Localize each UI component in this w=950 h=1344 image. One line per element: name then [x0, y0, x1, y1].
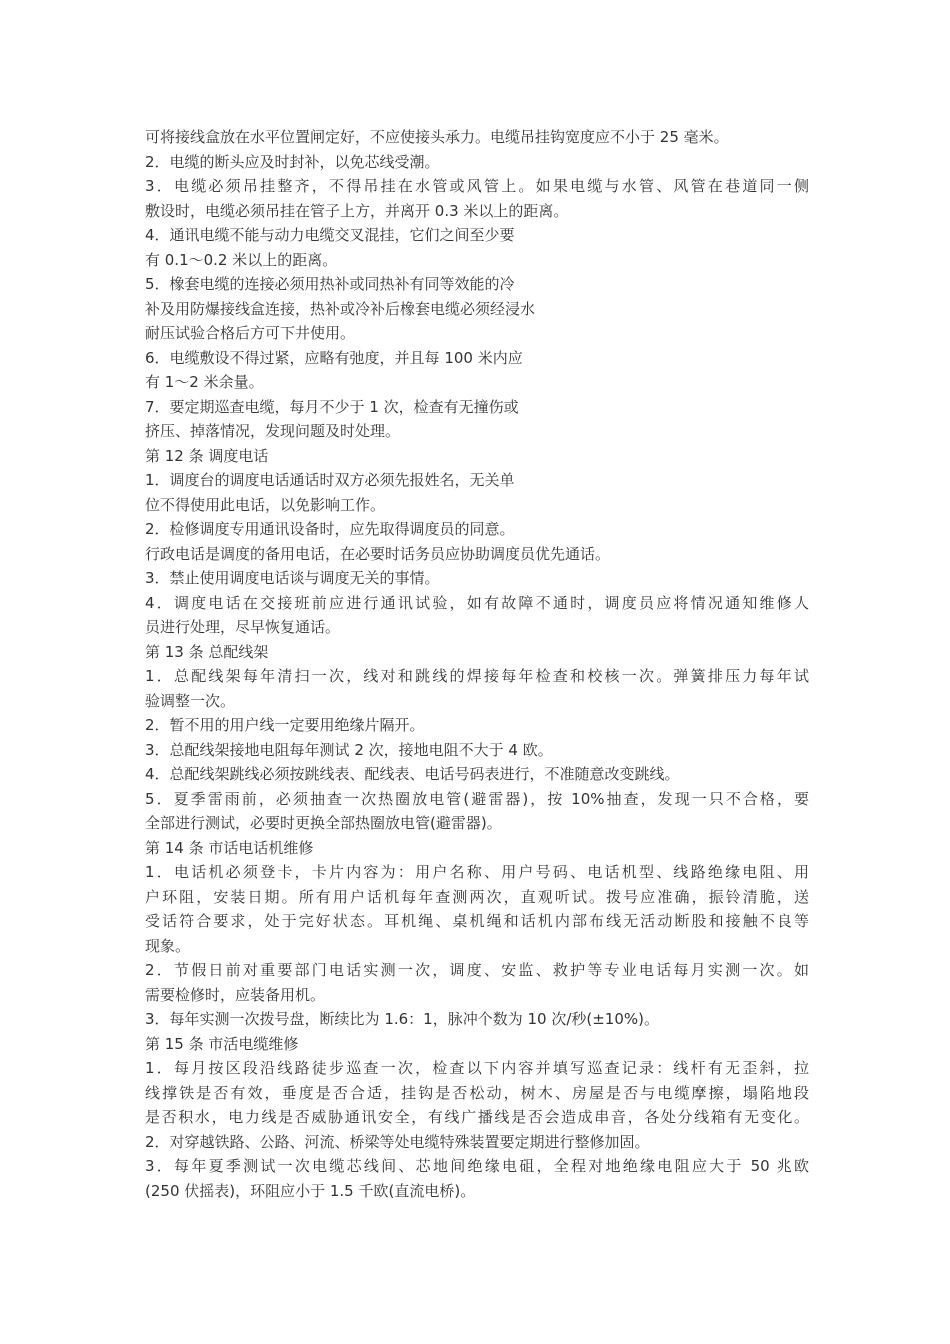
text-line: 1．调度台的调度电话通话时双方必须先报姓名，无关单	[145, 471, 515, 489]
text-line: 耐压试验合格后方可下井使用。	[145, 324, 356, 342]
text-line: 2．电缆的断头应及时封补，以免芯线受潮。	[145, 152, 440, 171]
text-line: 3．每年夏季测试一次电缆芯线间、芯地间绝缘电砠，全程对地绝缘电阻应大于 50 兆欧	[145, 1157, 809, 1175]
text-line: 3．电缆必须吊挂整齐，不得吊挂在水管或风管上。如果电缆与水管、风管在巷道同一侧	[145, 177, 809, 195]
text-line: 敷设时，电缆必须吊挂在管子上方，并离开 0.3 米以上的距离。	[145, 201, 569, 220]
text-line: 1．电话机必须登卡，卡片内容为：用户名称、用户号码、电话机型、线路绝缘电阻、用	[145, 863, 809, 881]
text-line: 1．总配线架每年清扫一次，线对和跳线的焊接每年检查和校核一次。弹簧排压力每年试	[145, 667, 809, 685]
document-page	[145, 125, 809, 1203]
section-heading: 第 12 条 调度电话	[145, 446, 269, 465]
section-heading: 第 15 条 市活电缆维修	[145, 1034, 299, 1053]
text-line: 行政电话是调度的备用电话，在必要时话务员应协助调度员优先通话。	[145, 544, 611, 563]
text-line: (250 伏摇表)，环阻应小于 1.5 千欧(直流电桥)。	[145, 1181, 476, 1200]
section-heading: 第 13 条 总配线架	[145, 642, 269, 661]
text-line: 2．对穿越铁路、公路、河流、桥梁等处电缆特殊装置要定期进行整修加固。	[145, 1132, 650, 1151]
text-line: 4．调度电话在交接班前应进行通讯试验，如有故障不通时，调度员应将情况通知维修人	[145, 593, 809, 612]
text-line: 有 0.1～0.2 米以上的距离。	[145, 250, 338, 269]
text-line: 位不得使用此电话，以免影响工作。	[145, 495, 386, 514]
text-line: 挤压、掉落情况，发现问题及时处理。	[145, 422, 401, 440]
text-line: 2．暂不用的用户线一定要用绝缘片隔开。	[145, 716, 425, 734]
section-heading: 第 14 条 市话电话机维修	[145, 838, 314, 857]
text-line: 3．禁止使用调度电话谈与调度无关的事情。	[145, 569, 440, 587]
text-line: 现象。	[145, 936, 191, 955]
text-line: 2．节假日前对重要部门电话实测一次，调度、安监、救护等专业电话每月实测一次。如	[145, 961, 809, 979]
text-line: 4．通讯电缆不能与动力电缆交叉混挂，它们之间至少要	[145, 226, 515, 244]
text-line: 补及用防爆接线盒连接，热补或冷补后橡套电缆必须经浸水	[145, 299, 536, 318]
text-line: 3．每年实测一次拨号盘，断续比为 1.6：1，脉冲个数为 10 次/秒(±10%)。	[145, 1010, 660, 1028]
text-line: 1．每月按区段沿线路徒步巡查一次，检查以下内容并填写巡查记录：线杆有无歪斜，拉	[145, 1059, 809, 1077]
text-line: 5．夏季雷雨前，必须抽查一次热圈放电管(避雷器)，按 10%抽查，发现一只不合格，要	[145, 789, 809, 808]
text-line: 户环阻，安装日期。所有用户话机每年查测两次，直观听试。拨号应准确，振铃清脆，送	[145, 887, 809, 906]
text-line: 可将接线盒放在水平位置闸定好，不应使接头承力。电缆吊挂钩宽度应不小于 25 毫米。	[145, 128, 729, 146]
text-line: 线撑铁是否有效，垂度是否合适，挂钩是否松动，树木、房屋是否与电缆摩擦，塌陷地段	[145, 1083, 809, 1102]
text-line: 是否积水，电力线是否威胁通讯安全，有线广播线是否会造成串音，各处分线箱有无变化。	[145, 1108, 809, 1126]
text-line: 6．电缆敷设不得过紧，应略有弛度，并且每 100 米内应	[145, 348, 523, 367]
text-line: 4．总配线架跳线必须按跳线表、配线表、电话号码表进行，不准随意改变跳线。	[145, 765, 680, 783]
text-line: 全部进行测试，必要时更换全部热圈放电管(避雷器)。	[145, 814, 502, 832]
text-line: 需要检修时，应装备用机。	[145, 985, 326, 1004]
text-line: 5．橡套电缆的连接必须用热补或同热补有同等效能的冷	[145, 275, 515, 293]
text-line: 有 1～2 米余量。	[145, 373, 264, 391]
text-line: 2．检修调度专用通讯设备时，应先取得调度员的同意。	[145, 520, 515, 538]
text-line: 员进行处理，尽早恢复通话。	[145, 618, 341, 636]
text-line: 7．要定期巡查电缆，每月不少于 1 次，检查有无撞伤或	[145, 397, 519, 416]
text-line: 验调整一次。	[145, 691, 236, 710]
text-line: 受话符合要求，处于完好状态。耳机绳、桌机绳和话机内部布线无活动断股和接触不良等	[145, 912, 809, 930]
text-line: 3．总配线架接地电阻每年测试 2 次，接地电阻不大于 4 欧。	[145, 740, 553, 759]
